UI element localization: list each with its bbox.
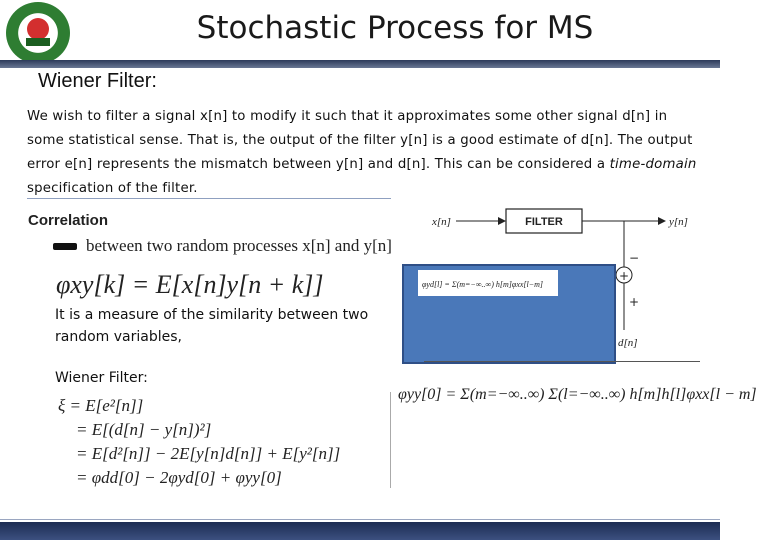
intro-text-1: We wish to filter a signal x[n] to modify it such that it approximates some other signal d[n] in some statistical sense. That is, the output of the filter y[n] is a good estimate of d[n]. The output error e[n] represents the mismatch between y[n] and d[n]. This can be considered a [27,109,693,172]
eq-line: ξ = E[e²[n]] [58,396,144,415]
header-divider [0,60,720,68]
slide-title: Stochastic Process for MS [196,10,594,46]
phi-yy-formula: φyy[0] = Σ(m=−∞..∞) Σ(l=−∞..∞) h[m]h[l]φxx[l − m] [398,386,757,403]
output-label: y[n] [669,216,688,228]
wiener-label: Wiener Filter: [55,370,148,386]
output-arrow-head [658,217,666,225]
plus-below: + [629,295,640,309]
measure-text: It is a measure of the similarity between two random variables, [55,307,369,345]
filter-label: FILTER [525,216,563,228]
bullet-icon [53,243,77,250]
equation-divider [390,392,391,488]
slide-subtitle: Wiener Filter: [38,70,157,92]
intro-paragraph [27,105,697,201]
d-label: d[n] [618,337,638,349]
intro-emphasis: time-domain [609,157,697,172]
phi-yd-formula: φyd[l] = Σ(m=−∞..∞) h[m]φxx[l−m] [422,280,544,289]
institution-logo [6,2,70,64]
eq-line: = φdd[0] − 2φyd[0] + φyy[0] [76,468,282,487]
minus-sign: − [629,251,640,265]
correlation-text: between two random processes x[n] and y[n] [86,236,392,255]
eq-line: = E[(d[n] − y[n])²] [76,420,212,439]
footer-line [0,519,720,520]
intro-text-2: specification of the filter. [27,181,198,196]
section-divider [27,198,391,199]
logo-sun [27,18,49,40]
correlation-formula: φxy[k] = E[x[n]y[n + k]] [56,270,324,299]
eq-line: = E[d²[n]] − 2E[y[n]d[n]] + E[y²[n]] [76,444,341,463]
phi-yd-formula-box [418,270,558,296]
input-label: x[n] [432,216,451,228]
diagram-underline [424,361,700,362]
footer-bar [0,522,720,540]
input-arrow-head [498,217,506,225]
logo-book [26,38,50,46]
sum-plus: + [618,269,630,283]
mse-equations [58,394,340,490]
correlation-heading: Correlation [28,212,109,229]
